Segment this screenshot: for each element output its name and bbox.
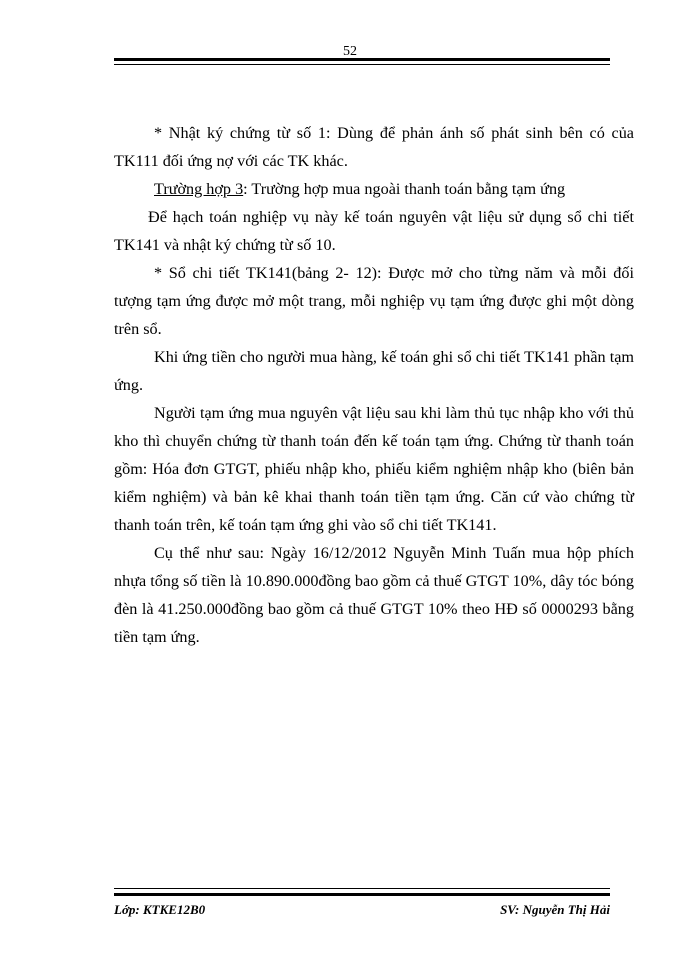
header-rule-thin: [114, 64, 610, 65]
paragraph-cu-the: Cụ thể như sau: Ngày 16/12/2012 Nguyễn Minh Tuấn mua hộp phích nhựa tổng số tiền là 10.890.000đồng bao gồm cả thuế GTGT 10%, dây tóc bóng đèn là 41.250.000đồng bao gồm cả thuế GTGT 10% theo HĐ số 0000293 bằng tiền tạm ứng.: [114, 544, 634, 646]
footer-class: Lớp: KTKE12B0: [114, 902, 206, 917]
footer-student: SV: Nguyễn Thị Hải: [500, 902, 610, 917]
footer-rule-thin: [114, 888, 610, 889]
paragraph-hach-toan: Để hạch toán nghiệp vụ này kế toán nguyên vật liệu sử dụng sổ chi tiết TK141 và nhật ký chứng từ số 10.: [114, 208, 634, 254]
paragraph-nguoi-tam-ung: Người tạm ứng mua nguyên vật liệu sau khi làm thủ tục nhập kho với thủ kho thì chuyển chứng từ thanh toán đến kế toán tạm ứng. Chứng từ thanh toán gồm: Hóa đơn GTGT, phiếu nhập kho, phiếu kiểm nghiệm nhập kho (biên bản kiểm nghiệm) và bản kê khai thanh toán tiền tạm ứng. Căn cứ vào chứng từ thanh toán trên, kế toán tạm ứng ghi vào sổ chi tiết TK141.: [114, 404, 634, 534]
paragraph-truong-hop-3: [114, 175, 634, 203]
footer: [114, 902, 610, 918]
paragraph-ung-tien: Khi ứng tiền cho người mua hàng, kế toán ghi sổ chi tiết TK141 phần tạm ứng.: [114, 348, 634, 394]
case-label: Trường hợp 3: [154, 180, 244, 198]
footer-rule-thick: [114, 893, 610, 896]
paragraph-so-chi-tiet: * Sổ chi tiết TK141(bảng 2- 12): Được mở cho từng năm và mỗi đối tượng tạm ứng được mở một trang, mỗi nghiệp vụ tạm ứng được ghi một dòng trên sổ.: [114, 264, 634, 338]
page-number: 52: [343, 44, 357, 59]
case-description: : Trường hợp mua ngoài thanh toán bằng tạm ứng: [243, 180, 566, 198]
document-body: [114, 119, 634, 651]
header-rule-thick: [114, 58, 610, 61]
paragraph-nhat-ky-1: * Nhật ký chứng từ số 1: Dùng để phản ánh số phát sinh bên có của TK111 đối ứng nợ với các TK khác.: [114, 124, 634, 170]
